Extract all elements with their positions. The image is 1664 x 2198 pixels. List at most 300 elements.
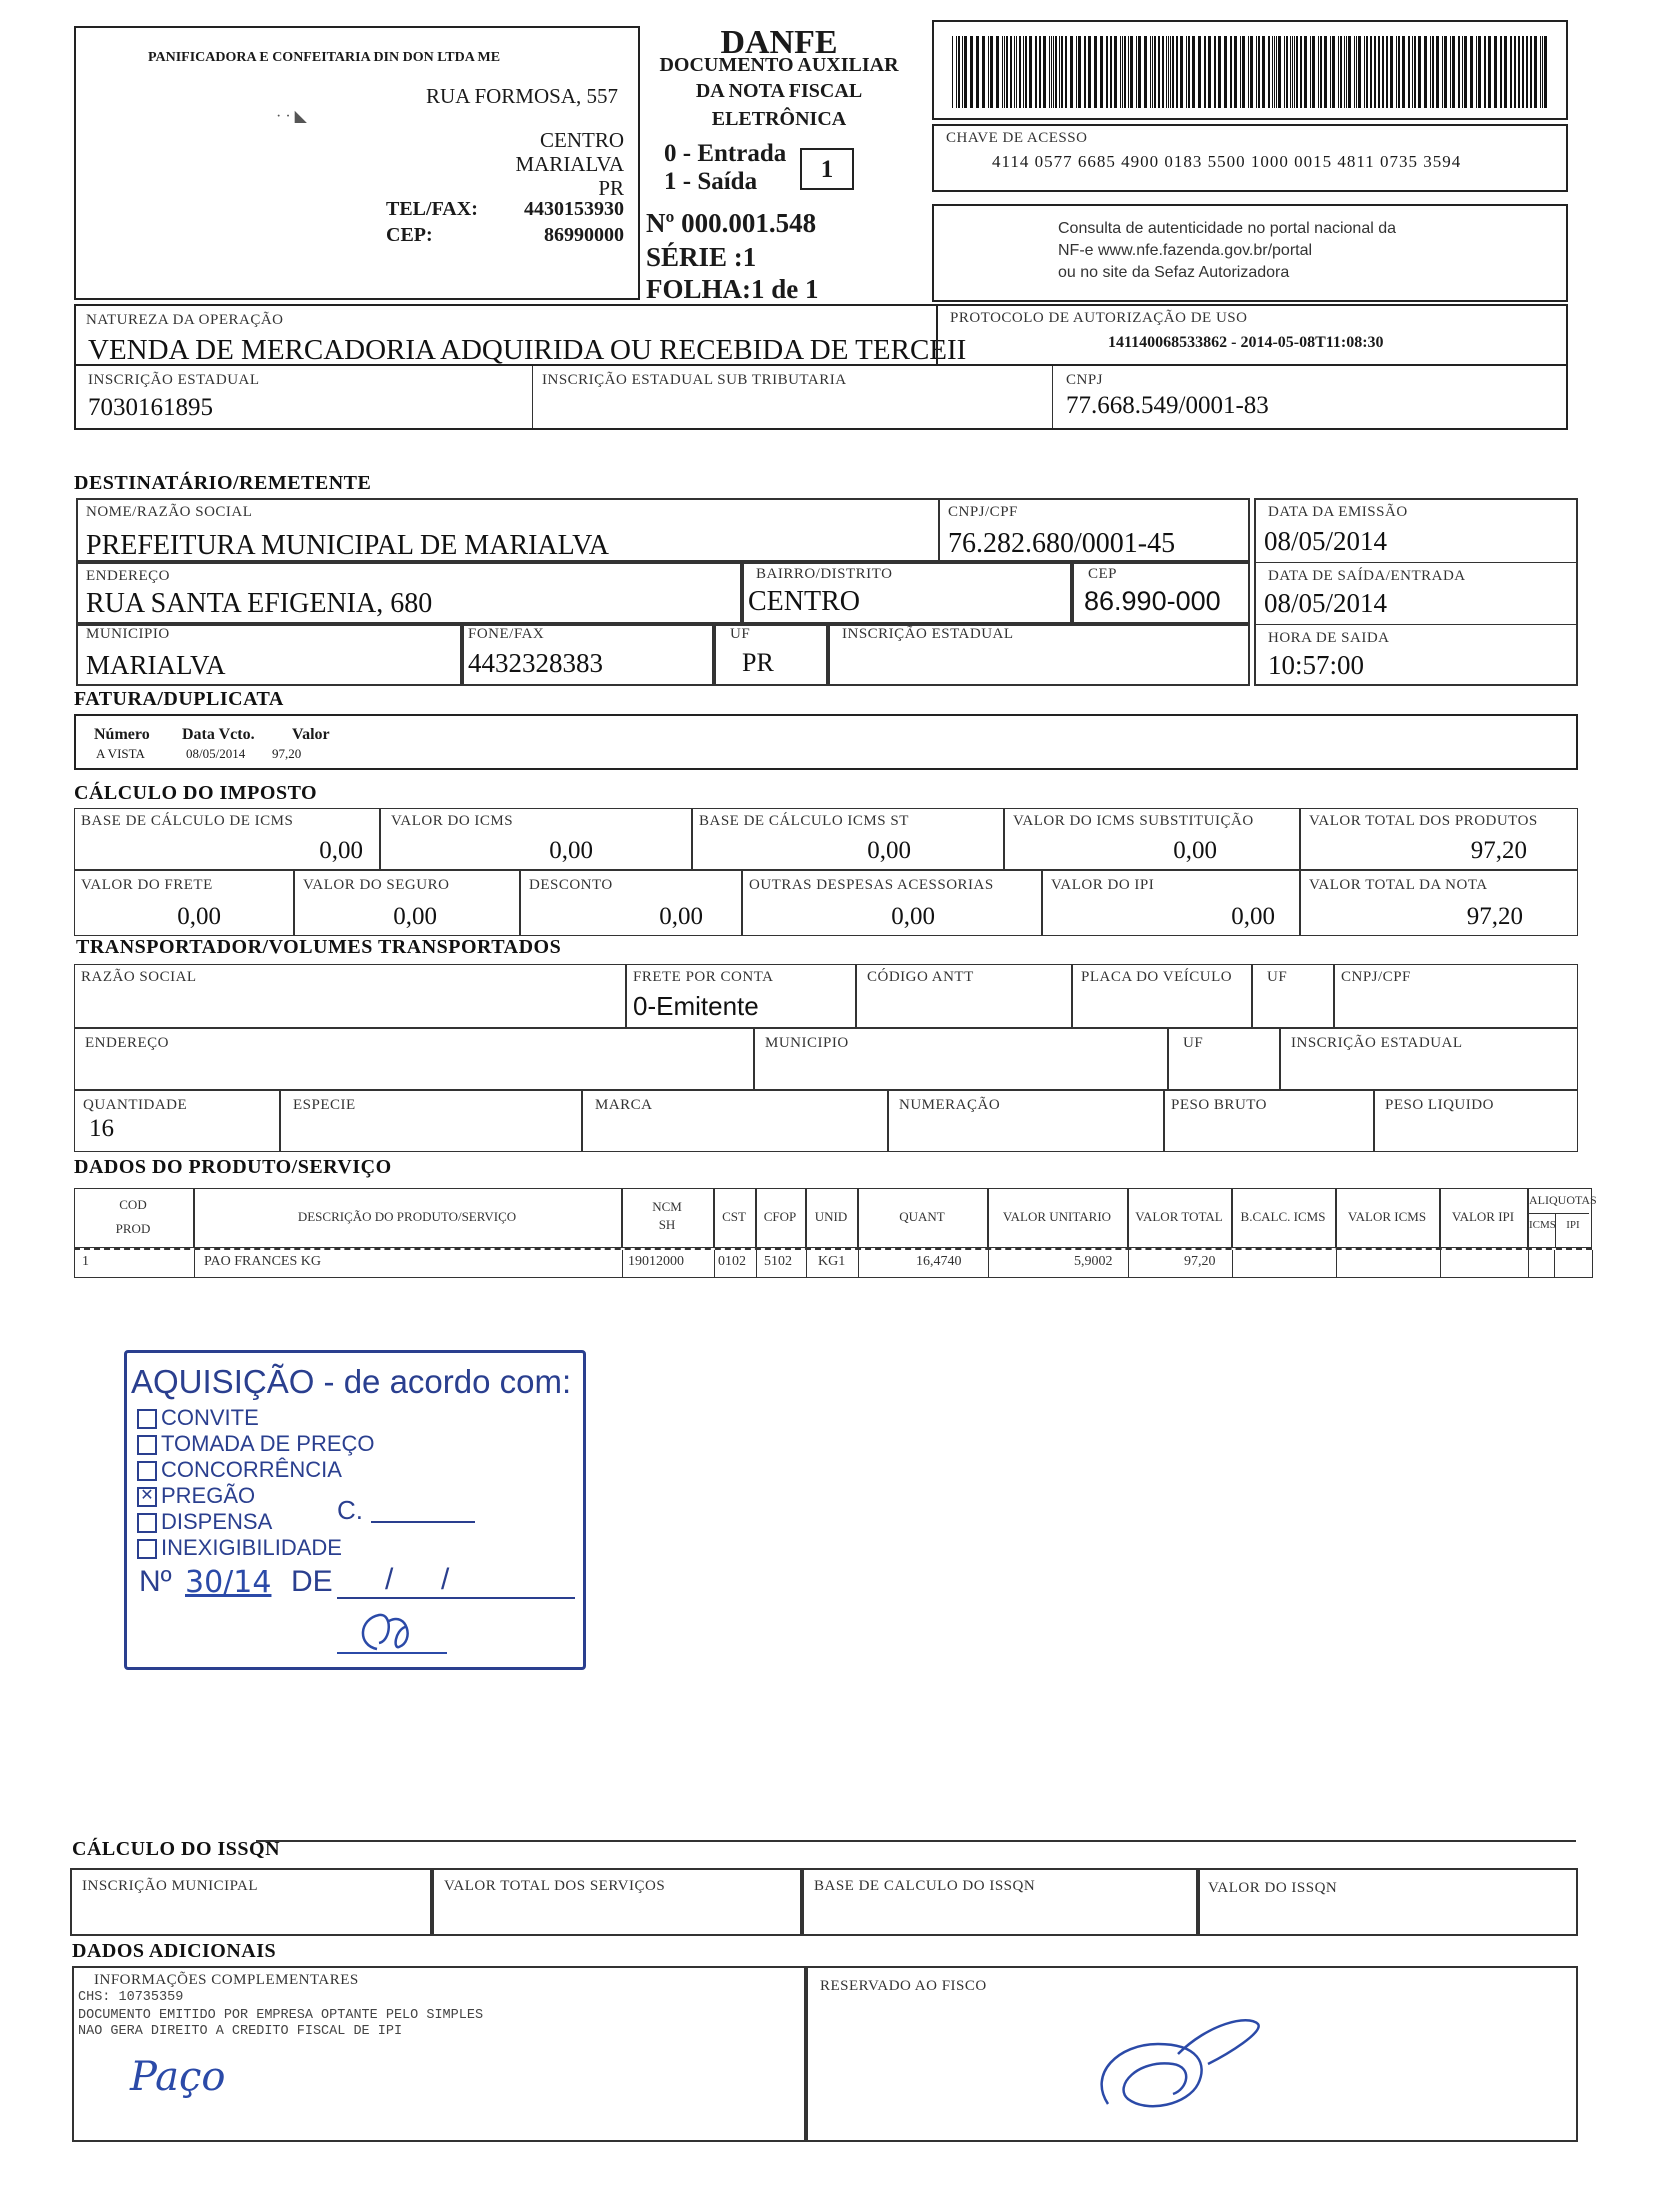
barcode-bar bbox=[1274, 36, 1275, 108]
barcode-bar bbox=[1256, 36, 1257, 108]
transp-razao-cell bbox=[74, 964, 626, 1028]
transp-qtd: 16 bbox=[89, 1115, 114, 1142]
barcode-bar bbox=[1088, 36, 1091, 108]
dest-nome-label: NOME/RAZÃO SOCIAL bbox=[86, 504, 253, 520]
imposto-r1-c3 bbox=[692, 808, 1004, 870]
emitente-tel-label: TEL/FAX: bbox=[386, 198, 478, 220]
barcode-bar bbox=[1250, 36, 1253, 108]
fatura-h-numero: Número bbox=[94, 726, 150, 743]
transp-frete-cell bbox=[626, 964, 856, 1028]
transp-uf2-cell bbox=[1168, 1028, 1280, 1090]
transp-razao-label: RAZÃO SOCIAL bbox=[81, 969, 197, 985]
imposto-value: 97,20 bbox=[1466, 903, 1523, 930]
emitente-name: PANIFICADORA E CONFEITARIA DIN DON LTDA ME bbox=[148, 50, 501, 65]
barcode-bar bbox=[1010, 36, 1012, 108]
inscricao-row bbox=[74, 364, 1568, 430]
dest-municipio: MARIALVA bbox=[86, 650, 226, 680]
dest-fone: 4432328383 bbox=[468, 648, 603, 678]
row-col-line bbox=[714, 1250, 715, 1278]
barcode-bar bbox=[1084, 36, 1086, 108]
dest-endereco: RUA SANTA EFIGENIA, 680 bbox=[86, 588, 433, 619]
danfe-line3: ELETRÔNICA bbox=[711, 108, 847, 130]
stamp-item-label: CONCORRÊNCIA bbox=[161, 1457, 342, 1482]
barcode-bar bbox=[1078, 36, 1081, 108]
fisco-signature bbox=[1078, 2004, 1278, 2134]
barcode-bar bbox=[1076, 36, 1077, 108]
barcode-bar bbox=[1198, 36, 1201, 108]
th-cod2: PROD bbox=[115, 1221, 151, 1236]
barcode-bar bbox=[1166, 36, 1167, 108]
barcode-bar bbox=[1476, 36, 1477, 108]
checkbox-icon bbox=[137, 1435, 157, 1455]
barcode-bar bbox=[1518, 36, 1520, 108]
imposto-label: VALOR DO FRETE bbox=[81, 877, 213, 893]
stamp-de-label: DE bbox=[291, 1565, 333, 1598]
row-col-line bbox=[1592, 1250, 1593, 1278]
barcode-bar bbox=[1290, 36, 1291, 108]
issqn-im-cell bbox=[70, 1868, 432, 1936]
adicionais-info-cell bbox=[72, 1966, 806, 2142]
barcode-bar bbox=[1330, 36, 1331, 108]
barcode bbox=[952, 36, 1552, 108]
stamp-item-label: CONVITE bbox=[161, 1405, 259, 1430]
danfe-saida: 1 - Saída bbox=[664, 168, 758, 195]
row-col-line bbox=[194, 1250, 195, 1278]
imposto-label: VALOR TOTAL DOS PRODUTOS bbox=[1309, 813, 1538, 829]
th-cfop-text: CFOP bbox=[763, 1209, 797, 1224]
th-ncm2: SH bbox=[658, 1217, 676, 1232]
th-quant-text: QUANT bbox=[899, 1209, 945, 1224]
barcode-bar bbox=[1023, 36, 1024, 108]
stamp-numero-label: Nº bbox=[139, 1565, 172, 1598]
checkbox-icon bbox=[137, 1409, 157, 1429]
td-cst: 0102 bbox=[718, 1254, 746, 1269]
barcode-bar bbox=[1016, 36, 1017, 108]
stamp-item-concorrencia bbox=[137, 1457, 342, 1483]
td-cfop: 5102 bbox=[764, 1254, 792, 1269]
barcode-bar bbox=[1124, 36, 1126, 108]
imposto-section: CÁLCULO DO IMPOSTO bbox=[74, 782, 318, 804]
barcode-bar bbox=[1358, 36, 1361, 108]
transp-cnpj-label: CNPJ/CPF bbox=[1341, 969, 1411, 985]
dest-fone-label: FONE/FAX bbox=[468, 626, 545, 642]
barcode-bar bbox=[1402, 36, 1405, 108]
barcode-bar bbox=[1442, 36, 1443, 108]
stamp-c-line bbox=[371, 1521, 475, 1523]
protocolo-value: 141140068533862 - 2014-05-08T11:08:30 bbox=[1108, 334, 1384, 351]
imposto-value: 0,00 bbox=[891, 903, 935, 930]
transp-antt-cell bbox=[856, 964, 1072, 1028]
imposto-r2-c5 bbox=[1042, 870, 1300, 936]
row-col-line bbox=[756, 1250, 757, 1278]
th-cst-text: CST bbox=[722, 1209, 746, 1224]
transp-uf-cell bbox=[1252, 964, 1334, 1028]
barcode-bar bbox=[1408, 36, 1410, 108]
barcode-bar bbox=[1168, 36, 1169, 108]
barcode-bar bbox=[1248, 36, 1249, 108]
imposto-label: VALOR TOTAL DA NOTA bbox=[1309, 877, 1488, 893]
barcode-bar bbox=[1106, 36, 1108, 108]
barcode-bar bbox=[1436, 36, 1439, 108]
dates-divider-1 bbox=[1256, 562, 1576, 563]
fatura-box bbox=[74, 714, 1578, 770]
dest-nome: PREFEITURA MUNICIPAL DE MARIALVA bbox=[86, 530, 610, 561]
stamp-item-label: DISPENSA bbox=[161, 1509, 273, 1534]
imposto-r2-c6 bbox=[1300, 870, 1578, 936]
chave-value: 4114 0577 6685 4900 0183 5500 1000 0015 4811 0735 3594 bbox=[992, 152, 1462, 171]
transp-ie-label: INSCRIÇÃO ESTADUAL bbox=[1291, 1035, 1463, 1051]
barcode-bar bbox=[1522, 36, 1524, 108]
barcode-bar bbox=[1138, 36, 1141, 108]
issqn-base-label: BASE DE CALCULO DO ISSQN bbox=[814, 1878, 1036, 1894]
barcode-bar bbox=[1462, 36, 1463, 108]
emitente-cep-label: CEP: bbox=[386, 224, 433, 246]
transp-especie-label: ESPECIE bbox=[293, 1097, 356, 1113]
consulta-line1: Consulta de autenticidade no portal nacional da bbox=[1058, 220, 1397, 237]
stamp-item-dispensa bbox=[137, 1509, 272, 1535]
imposto-value: 0,00 bbox=[177, 903, 221, 930]
barcode-bar bbox=[1494, 36, 1497, 108]
barcode-bar bbox=[1053, 36, 1054, 108]
dest-bairro: CENTRO bbox=[748, 586, 860, 617]
issqn-valor-label: VALOR DO ISSQN bbox=[1208, 1880, 1338, 1896]
barcode-bar bbox=[1292, 36, 1293, 108]
danfe-line2: DA NOTA FISCAL bbox=[695, 80, 863, 102]
cnpj-label: CNPJ bbox=[1066, 372, 1104, 388]
barcode-bar bbox=[1374, 36, 1376, 108]
imposto-value: 0,00 bbox=[1231, 903, 1275, 930]
barcode-bar bbox=[1188, 36, 1190, 108]
barcode-bar bbox=[1332, 36, 1335, 108]
th-cst bbox=[714, 1188, 756, 1248]
transp-frete-label: FRETE POR CONTA bbox=[633, 969, 774, 985]
th-unid bbox=[806, 1188, 858, 1248]
barcode-bar bbox=[1510, 36, 1512, 108]
barcode-bar bbox=[1150, 36, 1151, 108]
dest-municipio-cell bbox=[76, 624, 462, 686]
row-col-line bbox=[1440, 1250, 1441, 1278]
th-vipi bbox=[1440, 1188, 1528, 1248]
row-col-line bbox=[806, 1250, 807, 1278]
transp-antt-label: CÓDIGO ANTT bbox=[867, 969, 974, 985]
cnpj-value: 77.668.549/0001-83 bbox=[1066, 392, 1269, 419]
issqn-im-label: INSCRIÇÃO MUNICIPAL bbox=[82, 1878, 259, 1894]
barcode-bar bbox=[1396, 36, 1397, 108]
barcode-bar bbox=[1386, 36, 1388, 108]
barcode-bar bbox=[1158, 36, 1160, 108]
th-cod1: COD bbox=[119, 1197, 147, 1212]
dest-cep-cell bbox=[1072, 562, 1250, 624]
barcode-bar bbox=[1144, 36, 1147, 108]
row-col-line bbox=[1232, 1250, 1233, 1278]
th-cfop bbox=[756, 1188, 806, 1248]
barcode-bar bbox=[1318, 36, 1319, 108]
td-ncm: 19012000 bbox=[628, 1254, 684, 1269]
barcode-bar bbox=[1218, 36, 1221, 108]
adicionais-info-line: DOCUMENTO EMITIDO POR EMPRESA OPTANTE PELO SIMPLES bbox=[78, 2008, 484, 2023]
barcode-bar bbox=[1240, 36, 1241, 108]
imposto-label: DESCONTO bbox=[529, 877, 613, 893]
dates-divider-2 bbox=[1256, 624, 1576, 625]
dest-endereco-label: ENDEREÇO bbox=[86, 568, 170, 584]
th-ncm bbox=[622, 1188, 714, 1248]
td-vtotal: 97,20 bbox=[1184, 1254, 1216, 1269]
transp-endereco-cell bbox=[74, 1028, 754, 1090]
barcode-bar bbox=[1544, 36, 1547, 108]
protocolo-label: PROTOCOLO DE AUTORIZAÇÃO DE USO bbox=[950, 310, 1248, 326]
chave-box bbox=[932, 124, 1568, 192]
issqn-base-cell bbox=[802, 1868, 1198, 1936]
dest-uf-label: UF bbox=[730, 626, 751, 642]
barcode-bar bbox=[1170, 36, 1171, 108]
barcode-bar bbox=[990, 36, 993, 108]
barcode-bar bbox=[958, 36, 960, 108]
barcode-bar bbox=[1043, 36, 1046, 108]
barcode-bar bbox=[1278, 36, 1281, 108]
barcode-bar bbox=[1432, 36, 1434, 108]
issqn-section: CÁLCULO DO ISSQN bbox=[72, 1838, 281, 1860]
td-vunit: 5,9002 bbox=[1074, 1254, 1113, 1269]
dest-uf: PR bbox=[742, 648, 774, 677]
issqn-servicos-cell bbox=[432, 1868, 802, 1936]
th-aliq-hline bbox=[1529, 1213, 1589, 1214]
barcode-bar bbox=[1204, 36, 1206, 108]
barcode-bar bbox=[1324, 36, 1327, 108]
barcode-bar bbox=[1366, 36, 1368, 108]
barcode-bar bbox=[1049, 36, 1050, 108]
barcode-bar bbox=[1504, 36, 1507, 108]
fatura-valor: 97,20 bbox=[272, 746, 302, 761]
ie-label: INSCRIÇÃO ESTADUAL bbox=[88, 372, 260, 388]
dest-dates-box bbox=[1254, 498, 1578, 686]
barcode-bar bbox=[1152, 36, 1153, 108]
barcode-bar bbox=[1346, 36, 1347, 108]
td-unid: KG1 bbox=[818, 1254, 846, 1269]
transp-peso-bruto-label: PESO BRUTO bbox=[1171, 1097, 1267, 1113]
barcode-bar bbox=[1180, 36, 1183, 108]
row-col-line bbox=[1336, 1250, 1337, 1278]
barcode-bar bbox=[1458, 36, 1460, 108]
checkbox-icon bbox=[137, 1539, 157, 1559]
barcode-bar bbox=[1340, 36, 1342, 108]
th-quant bbox=[858, 1188, 988, 1248]
dest-ie-label: INSCRIÇÃO ESTADUAL bbox=[842, 626, 1014, 642]
barcode-bar bbox=[1424, 36, 1427, 108]
barcode-bar bbox=[1542, 36, 1543, 108]
dest-bairro-label: BAIRRO/DISTRITO bbox=[756, 566, 893, 582]
danfe-entrada: 0 - Entrada bbox=[664, 140, 787, 167]
transp-uf-label: UF bbox=[1267, 969, 1288, 985]
barcode-bar bbox=[1484, 36, 1486, 108]
dest-fone-cell bbox=[462, 624, 714, 686]
th-vtotal bbox=[1128, 1188, 1232, 1248]
th-bcalc-text: B.CALC. ICMS bbox=[1240, 1209, 1326, 1224]
barcode-bar bbox=[1186, 36, 1187, 108]
barcode-bar bbox=[1390, 36, 1393, 108]
barcode-bar bbox=[962, 36, 963, 108]
aquisicao-stamp bbox=[124, 1350, 586, 1670]
imposto-r2-c1 bbox=[74, 870, 294, 936]
transp-marca-cell bbox=[582, 1090, 888, 1152]
barcode-bar bbox=[1382, 36, 1384, 108]
fatura-section: FATURA/DUPLICATA bbox=[74, 688, 284, 710]
transportador-section: TRANSPORTADOR/VOLUMES TRANSPORTADOS bbox=[76, 936, 562, 958]
barcode-bar bbox=[1370, 36, 1372, 108]
fatura-h-valor: Valor bbox=[292, 726, 330, 743]
fatura-numero: A VISTA bbox=[96, 746, 145, 761]
dest-uf-cell bbox=[714, 624, 828, 686]
barcode-bar bbox=[1320, 36, 1322, 108]
th-vicms-text: VALOR ICMS bbox=[1347, 1209, 1427, 1224]
barcode-bar bbox=[1430, 36, 1431, 108]
barcode-bar bbox=[1019, 36, 1021, 108]
barcode-bar bbox=[1534, 36, 1537, 108]
dest-cnpj-cell bbox=[938, 498, 1250, 562]
barcode-bar bbox=[1348, 36, 1351, 108]
barcode-bar bbox=[1452, 36, 1455, 108]
barcode-bar bbox=[1398, 36, 1400, 108]
imposto-r1-c2 bbox=[380, 808, 692, 870]
stamp-signature bbox=[337, 1601, 457, 1661]
imposto-label: VALOR DO SEGURO bbox=[303, 877, 450, 893]
th-ncm1: NCM bbox=[652, 1199, 682, 1214]
barcode-bar bbox=[1378, 36, 1380, 108]
barcode-bar bbox=[1300, 36, 1302, 108]
consulta-line2: NF-e www.nfe.fazenda.gov.br/portal bbox=[1058, 242, 1313, 259]
barcode-bar bbox=[1230, 36, 1232, 108]
adicionais-fisco-cell bbox=[806, 1966, 1578, 2142]
barcode-bar bbox=[1035, 36, 1037, 108]
barcode-bar bbox=[1356, 36, 1357, 108]
barcode-bar bbox=[1414, 36, 1416, 108]
row-col-line bbox=[1554, 1250, 1555, 1278]
barcode-bar bbox=[1258, 36, 1260, 108]
dest-nome-cell bbox=[76, 498, 940, 562]
barcode-bar bbox=[982, 36, 985, 108]
transp-marca-label: MARCA bbox=[595, 1097, 653, 1113]
dest-municipio-label: MUNICIPIO bbox=[86, 626, 170, 642]
emitente-state: PR bbox=[598, 176, 624, 200]
chave-label: CHAVE DE ACESSO bbox=[946, 130, 1088, 146]
barcode-bar bbox=[1310, 36, 1311, 108]
imposto-value: 0,00 bbox=[659, 903, 703, 930]
transp-peso-liquido-label: PESO LIQUIDO bbox=[1385, 1097, 1494, 1113]
th-aliq bbox=[1528, 1188, 1597, 1248]
danfe-block bbox=[644, 24, 924, 302]
th-vicms bbox=[1336, 1188, 1440, 1248]
th-vunit-text: VALOR UNITARIO bbox=[1002, 1209, 1112, 1224]
td-quant: 16,4740 bbox=[916, 1254, 962, 1269]
th-cod bbox=[74, 1188, 194, 1248]
barcode-bar bbox=[1065, 36, 1067, 108]
barcode-bar bbox=[1478, 36, 1481, 108]
barcode-bar bbox=[1136, 36, 1137, 108]
transp-frete: 0-Emitente bbox=[633, 991, 759, 1021]
stamp-item-label: INEXIGIBILIDADE bbox=[161, 1535, 342, 1560]
barcode-bar bbox=[1338, 36, 1339, 108]
dest-cep: 86.990-000 bbox=[1084, 586, 1221, 616]
destinatario-section: DESTINATÁRIO/REMETENTE bbox=[74, 472, 372, 494]
checkbox-icon bbox=[137, 1461, 157, 1481]
barcode-bar bbox=[952, 36, 953, 108]
stamp-date-sep-2: / bbox=[441, 1563, 450, 1596]
issqn-top-line bbox=[256, 1840, 1576, 1842]
imposto-value: 0,00 bbox=[867, 837, 911, 864]
emitente-city: MARIALVA bbox=[515, 152, 624, 176]
checked-box-icon: ✕ bbox=[137, 1487, 157, 1507]
table-row bbox=[74, 1250, 1592, 1278]
transp-uf2-label: UF bbox=[1183, 1035, 1204, 1051]
imposto-label: OUTRAS DESPESAS ACESSORIAS bbox=[749, 877, 994, 893]
consulta-line3: ou no site da Sefaz Autorizadora bbox=[1058, 264, 1290, 281]
barcode-bar bbox=[1154, 36, 1156, 108]
barcode-bar bbox=[1500, 36, 1502, 108]
barcode-bar bbox=[1039, 36, 1041, 108]
th-aliq-text: ALIQUOTAS bbox=[1529, 1193, 1597, 1207]
barcode-bar bbox=[1162, 36, 1164, 108]
dest-bairro-cell bbox=[742, 562, 1072, 624]
th-descricao bbox=[194, 1188, 622, 1248]
barcode-bar bbox=[1540, 36, 1541, 108]
transp-municipio-label: MUNICIPIO bbox=[765, 1035, 849, 1051]
barcode-bar bbox=[1061, 36, 1063, 108]
checkbox-icon bbox=[137, 1513, 157, 1533]
barcode-bar bbox=[1294, 36, 1295, 108]
adicionais-section: DADOS ADICIONAIS bbox=[72, 1940, 277, 1962]
barcode-bar bbox=[1364, 36, 1365, 108]
barcode-bar bbox=[1526, 36, 1528, 108]
barcode-bar bbox=[1002, 36, 1003, 108]
th-unid-text: UNID bbox=[814, 1209, 848, 1224]
imposto-r2-c2 bbox=[294, 870, 520, 936]
barcode-bar bbox=[964, 36, 967, 108]
th-vipi-text: VALOR IPI bbox=[1451, 1209, 1515, 1224]
transp-municipio-cell bbox=[754, 1028, 1168, 1090]
barcode-bar bbox=[1464, 36, 1467, 108]
issqn-servicos-label: VALOR TOTAL DOS SERVIÇOS bbox=[444, 1878, 666, 1894]
barcode-bar bbox=[1284, 36, 1285, 108]
adicionais-fisco-label: RESERVADO AO FISCO bbox=[820, 1978, 987, 1994]
fatura-h-data: Data Vcto. bbox=[182, 726, 255, 743]
barcode-box bbox=[932, 20, 1568, 120]
barcode-bar bbox=[1192, 36, 1195, 108]
ie-value: 7030161895 bbox=[88, 394, 213, 421]
barcode-bar bbox=[1488, 36, 1491, 108]
barcode-bar bbox=[1114, 36, 1117, 108]
dest-ie-cell bbox=[828, 624, 1250, 686]
td-descricao: PAO FRANCES KG bbox=[204, 1254, 321, 1269]
stamp-item-inexigibilidade bbox=[137, 1535, 342, 1561]
protocolo-box bbox=[936, 304, 1568, 366]
barcode-bar bbox=[1344, 36, 1345, 108]
emitente-district: CENTRO bbox=[540, 128, 624, 152]
stamp-numero: 30/14 bbox=[185, 1565, 272, 1600]
dest-endereco-cell bbox=[76, 562, 742, 624]
barcode-bar bbox=[1272, 36, 1273, 108]
ie-divider-1 bbox=[532, 366, 533, 428]
th-descricao-text: DESCRIÇÃO DO PRODUTO/SERVIÇO bbox=[297, 1209, 517, 1224]
stamp-date-line bbox=[337, 1597, 575, 1599]
dest-cep-label: CEP bbox=[1088, 566, 1118, 582]
ie-st-label: INSCRIÇÃO ESTADUAL SUB TRIBUTARIA bbox=[542, 372, 847, 388]
natureza-value: VENDA DE MERCADORIA ADQUIRIDA OU RECEBIDA DE TERCEII bbox=[88, 334, 967, 366]
barcode-bar bbox=[1530, 36, 1532, 108]
barcode-bar bbox=[1234, 36, 1237, 108]
row-col-line bbox=[858, 1250, 859, 1278]
transp-numeracao-cell bbox=[888, 1090, 1164, 1152]
emitente-cep: 86990000 bbox=[544, 224, 624, 246]
transp-placa-label: PLACA DO VEÍCULO bbox=[1081, 969, 1233, 985]
